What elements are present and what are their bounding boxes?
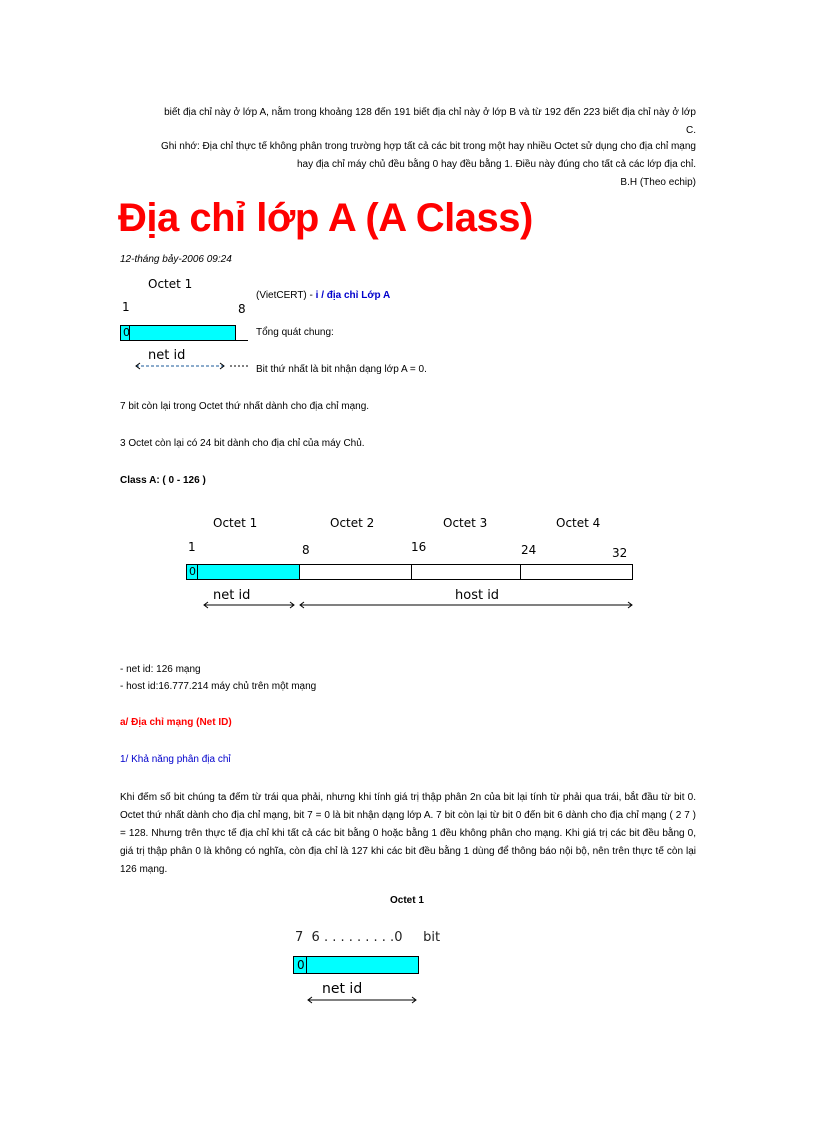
section-a-heading: a/ Địa chỉ mạng (Net ID) [120,717,232,728]
net-id-label: net id [213,588,251,603]
intro-line-2: C. [686,125,696,136]
octet-1-cell [186,564,300,580]
seven-bits-text: 7 bit còn lại trong Octet thứ nhất dành cho địa chỉ mạng. [120,401,370,412]
octet-4-label: Octet 4 [556,516,601,530]
octet-1-label: Octet 1 [213,516,258,530]
small-net-cell [120,325,236,341]
octet-2-cell [299,564,412,580]
host-id-count: - host id:16.777.214 máy chủ trên một mạng [120,681,317,692]
octet-4-cell [520,564,633,580]
small-bit-8: 8 [238,302,246,316]
bit-row-label: 7 6 . . . . . . . . .0 bit [295,930,441,945]
general-label: Tổng quát chung: [256,327,334,338]
small-bit-1: 1 [122,300,130,314]
small-octet-label: Octet 1 [148,277,193,291]
three-octets-text: 3 Octet còn lại có 24 bit dành cho địa chỉ của máy Chủ. [120,438,365,449]
small-net-id: net id [148,348,186,363]
octet-1-heading: Octet 1 [390,895,424,906]
intro-credit: B.H (Theo echip) [620,177,696,188]
intro-line-1: biết địa chỉ này ở lớp A, nằm trong khoảng 128 đến 191 biết địa chỉ này ở lớp B và từ 192 đến 223 biết địa chỉ này ở lớp [164,107,696,118]
source-prefix: (VietCERT) - [256,290,313,301]
net-host-arrows [196,598,638,612]
subsection-1-heading: 1/ Khả năng phân địa chỉ [120,754,231,765]
class-bit-zero: 0 [189,565,196,578]
explanation-paragraph: Khi đếm số bit chúng ta đếm từ trái qua phải, nhưng khi tính giá trị thập phân 2n của bit lại tính từ phải qua trái, bắt đầu từ bit 0. Octet thứ nhất dành cho địa chỉ mạng, bit 7 = 0 là bit nhận dạng lớp A. 7 bit còn lại từ bit 0 đến bit 6 dành cho địa chỉ mạng ( 2 7 ) = 128. Nhưng trên thực tế địa chỉ khi tất cả các bit bằng 0 hoặc bằng 1 đều không phân cho mạng. Khi giá trị các bit đều bằng 0, giá trị thập phân 0 là không có nghĩa, còn địa chỉ là 127 khi các bit đều bằng 1 dùng để thông báo nội bộ, nên trên thực tế còn lại 126 mạng. [120,792,696,875]
net-id-count: - net id: 126 mạng [120,664,201,675]
octet-2-label: Octet 2 [330,516,375,530]
article-title: Địa chỉ lớp A (A Class) [118,196,533,240]
bit-num-1: 1 [188,540,196,554]
bottom-zero: 0 [297,958,305,972]
bit-num-16: 16 [411,540,427,554]
bit-num-32: 32 [612,546,628,560]
class-heading: Class A: ( 0 - 126 ) [120,475,206,486]
bottom-net-arrow [302,993,422,1007]
bit-num-8: 8 [302,543,310,557]
small-zero: 0 [123,326,130,339]
bottom-net-cell [293,956,419,974]
first-bit-text: Bit thứ nhất là bit nhận dạng lớp A = 0. [256,364,427,375]
small-line [236,340,248,341]
intro-line-3: Ghi nhớ: Địa chỉ thực tế không phân trong trường hợp tất cả các bit trong một hay nhiều Octet sử dụng cho địa chỉ mạng [160,141,696,152]
small-net-arrow [120,358,250,374]
host-id-label: host id [455,588,500,603]
octet-3-cell [411,564,521,580]
source-link[interactable]: i / địa chỉ Lớp A [315,290,391,301]
source-line [256,290,390,301]
intro-line-4: hay địa chỉ máy chủ đều bằng 0 hay đều bằng 1. Điều này đúng cho tất cả các lớp địa chỉ. [296,159,696,170]
octet-3-label: Octet 3 [443,516,488,530]
bit-num-24: 24 [521,543,537,557]
article-date: 12-tháng bảy-2006 09:24 [120,254,232,265]
bottom-net-id: net id [322,981,363,997]
